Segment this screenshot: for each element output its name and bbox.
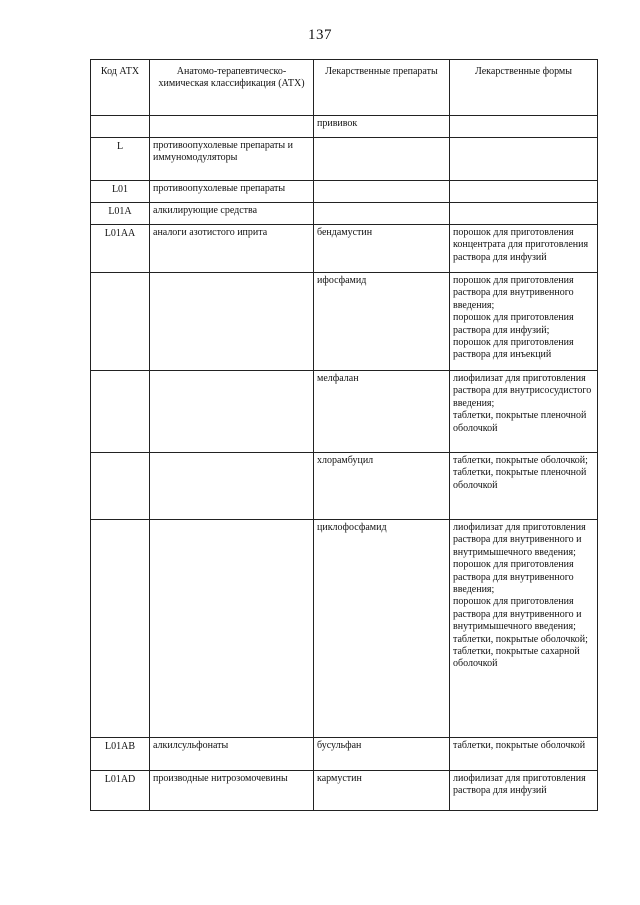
- cell-atc-code: L01A: [91, 203, 150, 225]
- dosage-form-item: таблетки, покрытые пленочной оболочкой: [453, 410, 587, 434]
- cell-atc-code: [91, 520, 150, 738]
- cell-atc-classification: алкилирующие средства: [150, 203, 314, 225]
- dosage-form-item: порошок для приготовления раствора для инъекций: [453, 337, 574, 361]
- cell-atc-code: [91, 453, 150, 520]
- table-row: [91, 225, 598, 273]
- cell-drug-name: циклофосфамид: [314, 520, 450, 738]
- cell-atc-code: L01AB: [91, 738, 150, 771]
- header-row: [91, 60, 598, 116]
- cell-dosage-forms: [450, 181, 598, 203]
- cell-drug-name: [314, 138, 450, 181]
- cell-atc-code: [91, 371, 150, 453]
- cell-dosage-forms: [450, 203, 598, 225]
- cell-dosage-forms: [450, 520, 598, 738]
- table-body: [91, 116, 598, 811]
- cell-atc-code: [91, 116, 150, 138]
- header-drugs: Лекарственные препараты: [314, 60, 450, 116]
- header-atc-code: Код АТХ: [91, 60, 150, 116]
- cell-dosage-forms: [450, 138, 598, 181]
- dosage-form-item: порошок для приготовления концентрата для приготовления раствора для инфузий: [453, 227, 589, 263]
- cell-atc-code: [91, 273, 150, 371]
- dosage-form-item: таблетки, покрытые оболочкой;: [453, 633, 588, 645]
- cell-atc-code: L01AD: [91, 771, 150, 811]
- table-row: [91, 203, 598, 225]
- cell-dosage-forms: [450, 273, 598, 371]
- cell-atc-classification: алкилсульфонаты: [150, 738, 314, 771]
- dosage-form-item: таблетки, покрытые оболочкой: [453, 740, 586, 751]
- header-atc-classification: Анатомо-терапевтическо-химическая классификация (АТХ): [150, 60, 314, 116]
- dosage-form-item: лиофилизат для приготовления раствора для инфузий: [453, 773, 586, 797]
- cell-drug-name: мелфалан: [314, 371, 450, 453]
- cell-atc-classification: [150, 371, 314, 453]
- dosage-form-item: порошок для приготовления раствора для инфузий;: [453, 312, 574, 336]
- cell-drug-name: [314, 203, 450, 225]
- table-row: [91, 181, 598, 203]
- table-row: [91, 116, 598, 138]
- table-row: [91, 371, 598, 453]
- atc-table: [90, 59, 598, 811]
- dosage-form-item: порошок для приготовления раствора для внутривенного и внутримышечного введения;: [453, 596, 582, 633]
- cell-atc-classification: [150, 273, 314, 371]
- cell-drug-name: бусульфан: [314, 738, 450, 771]
- cell-atc-classification: [150, 520, 314, 738]
- dosage-form-item: порошок для приготовления раствора для внутривенного введения;: [453, 559, 574, 596]
- cell-dosage-forms: [450, 225, 598, 273]
- cell-dosage-forms: [450, 116, 598, 138]
- cell-atc-classification: противоопухолевые препараты: [150, 181, 314, 203]
- cell-atc-classification: производные нитрозомочевины: [150, 771, 314, 811]
- cell-dosage-forms: [450, 738, 598, 771]
- table-row: [91, 771, 598, 811]
- dosage-form-item: порошок для приготовления раствора для внутривенного введения;: [453, 275, 574, 311]
- cell-atc-classification: аналоги азотистого иприта: [150, 225, 314, 273]
- table-row: [91, 138, 598, 181]
- dosage-form-item: лиофилизат для приготовления раствора для внутрисосудистого введения;: [453, 373, 592, 409]
- page-number: 137: [308, 27, 332, 43]
- dosage-form-item: лиофилизат для приготовления раствора для внутривенного и внутримышечного введения;: [453, 522, 586, 558]
- cell-atc-code: L: [91, 138, 150, 181]
- dosage-form-item: таблетки, покрытые оболочкой;: [453, 455, 588, 466]
- cell-drug-name: бендамустин: [314, 225, 450, 273]
- cell-drug-name: кармустин: [314, 771, 450, 811]
- cell-dosage-forms: [450, 371, 598, 453]
- cell-drug-name: прививок: [314, 116, 450, 138]
- cell-drug-name: ифосфамид: [314, 273, 450, 371]
- dosage-form-item: таблетки, покрытые сахарной оболочкой: [453, 646, 580, 670]
- dosage-form-item: таблетки, покрытые пленочной оболочкой: [453, 467, 587, 491]
- cell-dosage-forms: [450, 453, 598, 520]
- cell-atc-classification: противоопухолевые препараты и иммуномодуляторы: [150, 138, 314, 181]
- cell-atc-code: L01AA: [91, 225, 150, 273]
- table-row: [91, 520, 598, 738]
- header-dosage-forms: Лекарственные формы: [450, 60, 598, 116]
- cell-dosage-forms: [450, 771, 598, 811]
- table-header: [91, 60, 598, 116]
- cell-atc-code: L01: [91, 181, 150, 203]
- cell-drug-name: хлорамбуцил: [314, 453, 450, 520]
- cell-atc-classification: [150, 453, 314, 520]
- table-row: [91, 453, 598, 520]
- table-row: [91, 273, 598, 371]
- cell-atc-classification: [150, 116, 314, 138]
- cell-drug-name: [314, 181, 450, 203]
- table-row: [91, 738, 598, 771]
